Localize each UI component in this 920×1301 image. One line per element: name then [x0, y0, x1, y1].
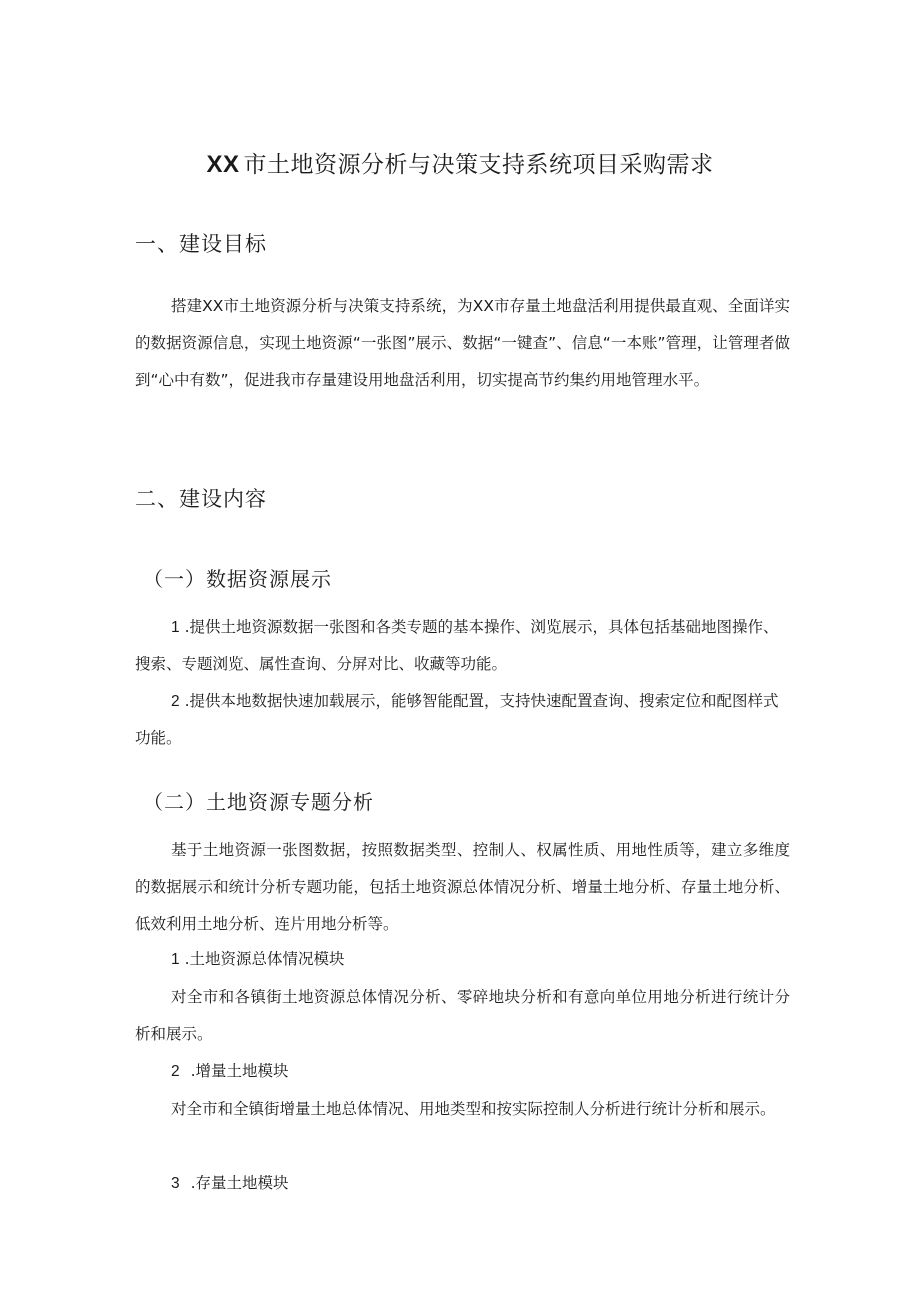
section-heading-goals: 一、建设目标 — [135, 232, 267, 256]
module-title-text: .存量土地模块 — [190, 1174, 289, 1192]
list-item-number: 2 — [171, 693, 180, 710]
module-title-text: .增量土地模块 — [190, 1062, 289, 1080]
module-description: 对全市和各镇街土地资源总体情况分析、零碎地块分析和有意向单位用地分析进行统计分析和展示。 — [135, 988, 790, 1043]
module-title-text: .土地资源总体情况模块 — [184, 950, 345, 968]
subsection-heading-data-display: （一）数据资源展示 — [143, 567, 332, 591]
document-title — [0, 146, 920, 179]
list-item — [135, 683, 790, 757]
subsection-heading-thematic-analysis: （二）土地资源专题分析 — [143, 790, 374, 814]
list-item-text: .提供土地资源数据一张图和各类专题的基本操作、浏览展示，具体包括基础地图操作、搜索、专题浏览、属性查询、分屏对比、收藏等功能。 — [135, 618, 779, 673]
section-heading-content: 二、建设内容 — [135, 487, 267, 511]
list-item-number: 1 — [171, 619, 180, 636]
goals-paragraph: 搭建XX市土地资源分析与决策支持系统，为XX市存量土地盘活利用提供最直观、全面详实的数据资源信息，实现土地资源“一张图”展示、数据“一键查”、信息“一本账”管理，让管理者做到“心中有数”，促进我市存量建设用地盘活利用，切实提高节约集约用地管理水平。 — [135, 297, 790, 389]
list-item-text: .提供本地数据快速加载展示，能够智能配置，支持快速配置查询、搜索定位和配图样式功能。 — [135, 692, 779, 747]
list-item — [135, 609, 790, 683]
module-number: 2 — [171, 1063, 180, 1080]
module-number: 1 — [171, 951, 180, 968]
module-title — [135, 1165, 790, 1202]
title-text: 市土地资源分析与决策支持系统项目采购需求 — [243, 152, 714, 178]
module-number: 3 — [171, 1175, 180, 1192]
module-title — [135, 941, 790, 978]
module-title — [135, 1053, 790, 1090]
thematic-analysis-intro: 基于土地资源一张图数据，按照数据类型、控制人、权属性质、用地性质等，建立多维度的数据展示和统计分析专题功能，包括土地资源总体情况分析、增量土地分析、存量土地分析、低效利用土地分析、连片用地分析等。 — [135, 841, 790, 933]
title-prefix: XX — [206, 151, 240, 178]
module-description: 对全市和全镇街增量土地总体情况、用地类型和按实际控制人分析进行统计分析和展示。 — [171, 1100, 776, 1118]
